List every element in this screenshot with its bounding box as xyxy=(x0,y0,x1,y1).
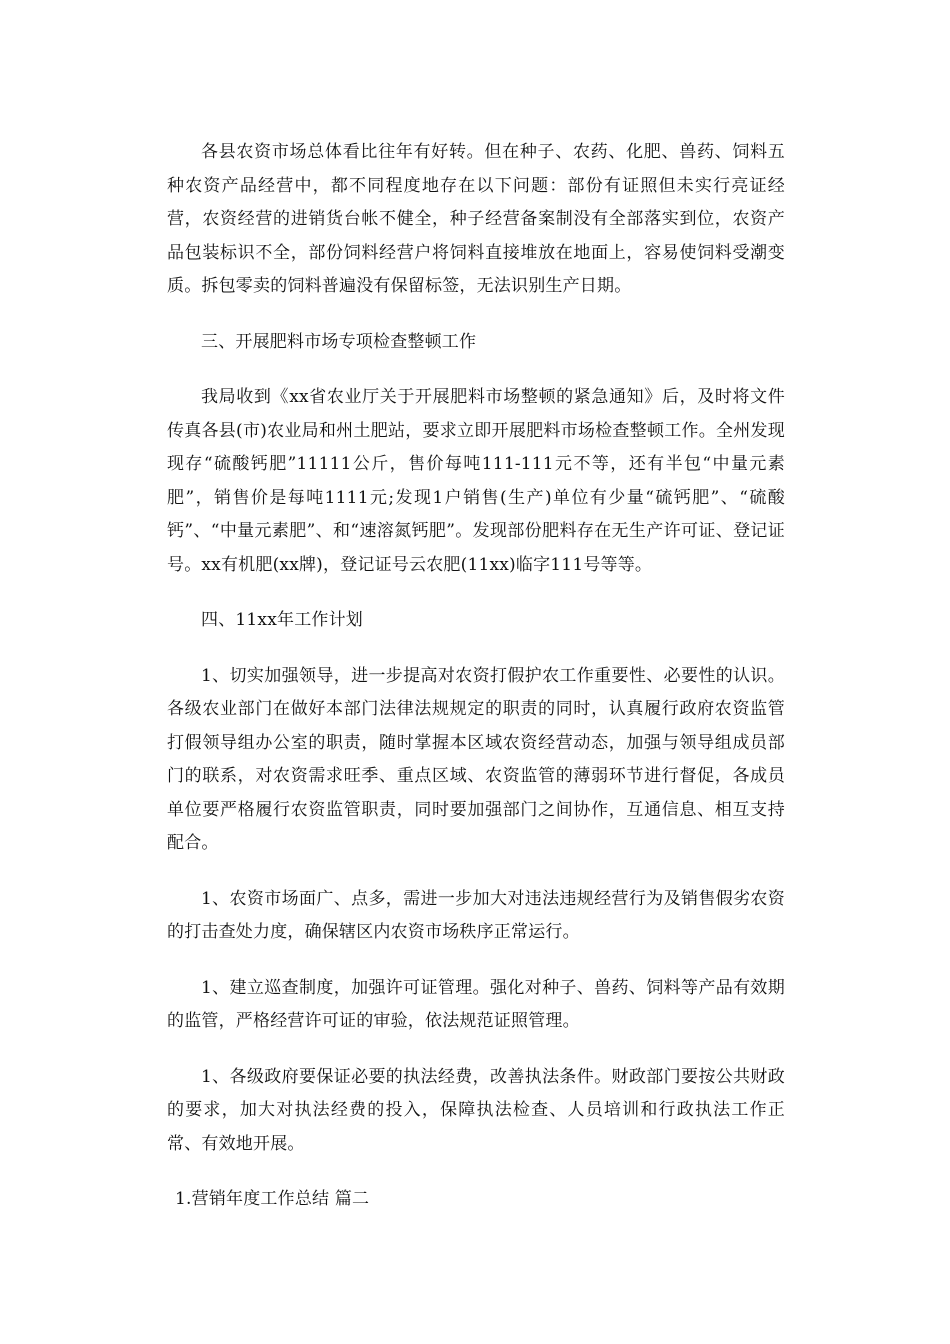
next-section-title: 1.营销年度工作总结 篇二 xyxy=(175,1189,370,1209)
paragraph-market-problems: 各县农资市场总体看比往年有好转。但在种子、农药、化肥、兽药、饲料五种农资产品经营中，都不同程度地存在以下问题：部份有证照但未实行亮证经营，农资经营的进销货台帐不健全，种子经营备案制没有全部落实到位，农资产品包装标识不全，部份饲料经营户将饲料直接堆放在地面上，容易使饲料受潮变质。拆包零卖的饲料普遍没有保留标签，无法识别生产日期。 xyxy=(167,142,785,296)
paragraph-plan-funding: 1、各级政府要保证必要的执法经费，改善执法条件。财政部门要按公共财政的要求，加大对执法经费的投入，保障执法检查、人员培训和行政执法工作正常、有效地开展。 xyxy=(167,1066,785,1154)
heading-fertilizer-inspection: 三、开展肥料市场专项检查整顿工作 xyxy=(201,331,477,352)
paragraph-fertilizer-notice: 我局收到《xx省农业厅关于开展肥料市场整顿的紧急通知》后，及时将文件传真各县(市)农业局和州土肥站，要求立即开展肥料市场检查整顿工作。全州发现现存“硫酸钙肥”11111公斤，售价每吨111-111元不等，还有半包“中量元素肥”，销售价是每吨1111元;发现1户销售(生产)单位有少量“硫钙肥”、“硫酸钙”、“中量元素肥”、和“速溶氮钙肥”。发现部份肥料存在无生产许可证、登记证号。xx有机肥(xx牌)，登记证号云农肥(11xx)临字111号等等。 xyxy=(167,387,785,575)
paragraph-plan-inspection: 1、建立巡查制度，加强许可证管理。强化对种子、兽药、饲料等产品有效期的监管，严格经营许可证的审验，依法规范证照管理。 xyxy=(167,977,785,1031)
paragraph-plan-leadership: 1、切实加强领导，进一步提高对农资打假护农工作重要性、必要性的认识。各级农业部门在做好本部门法律法规规定的职责的同时，认真履行政府农资监管打假领导组办公室的职责，随时掌握本区域农资经营动态，加强与领导组成员部门的联系，对农资需求旺季、重点区域、农资监管的薄弱环节进行督促，各成员单位要严格履行农资监管职责，同时要加强部门之间协作，互通信息、相互支持配合。 xyxy=(167,665,785,853)
heading-work-plan: 四、11xx年工作计划 xyxy=(201,610,364,630)
document-body xyxy=(167,136,785,1217)
paragraph-plan-enforcement: 1、农资市场面广、点多，需进一步加大对违法违规经营行为及销售假劣农资的打击查处力度，确保辖区内农资市场秩序正常运行。 xyxy=(167,888,785,942)
